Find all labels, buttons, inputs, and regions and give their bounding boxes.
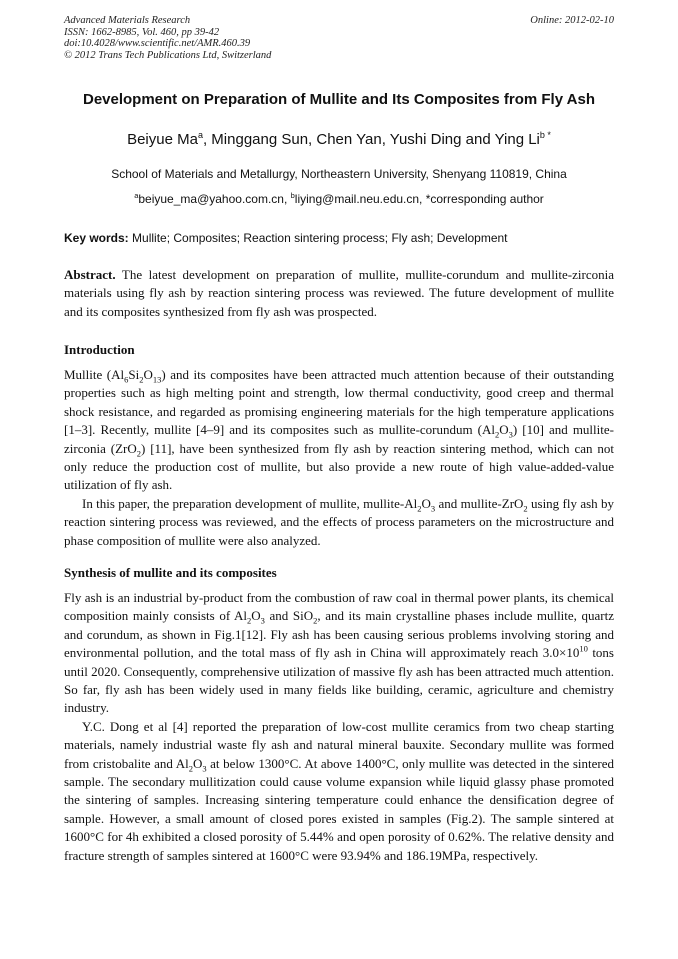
abstract-text: The latest development on preparation of mullite, mullite-corundum and mullite-zirconia materials using fly ash by reaction sintering process was reviewed. The future development of mullite and its composites synthesized from fly ash was prospected. [64, 267, 614, 319]
journal-meta [64, 15, 271, 61]
intro-paragraph-2: In this paper, the preparation development of mullite, mullite-$Al_2O_3$ and mullite-ZrO$_2$ using fly ash by reaction sintering process was reviewed, and the effects of process parameters on the microstructure and phase composition of mullite were also analyzed. [64, 495, 614, 548]
paper-title: Development on Preparation of Mullite and Its Composites from Fly Ash [82, 91, 595, 108]
abstract-label: Abstract. [64, 267, 116, 282]
section-heading-synthesis: Synthesis of mullite and its composites [64, 565, 277, 580]
journal-doi: doi:10.4028/www.scientific.net/AMR.460.39 [64, 38, 251, 49]
synthesis-paragraph-2: Y.C. Dong et al [4] reported the preparation of low-cost mullite ceramics from two cheap starting materials, namely industrial waste fly ash and natural mineral bauxite. Secondary mullite was formed from cristobalite and $Al_2O_3$ at below 1300°C. At above 1400°C, only mullite was detected in the sintered sample. The secondary mullitization could cause volume expansion while liquid glassy phase promoted the sintering of samples. Increasing sintering temperature could enhance the densification degree of sample. However, a small amount of closed pores existed in samples (Fig.2). The sample sintered at 1600°C for 4h exhibited a closed porosity of 5.44% and open porosity of 0.62%. The relative density and fracture strength of samples sintered at 1600°C were 93.94% and 186.19MPa, respectively. [64, 718, 614, 863]
author-last-sup: b * [539, 130, 551, 140]
synthesis-paragraph-1: Fly ash is an industrial by-product from the combustion of raw coal in thermal power plants, its chemical composition mainly consists of $Al_2O_3$ and SiO$_2$, and its main crystalline phases include mullite, quartz and corundum, as shown in Fig.1[12]. Fly ash has been causing serious problems involving storing and environmental pollution, and the total mass of fly ash in China will approximately reach $3.0\times 10^{10}$ tons until 2020. Consequently, comprehensive utilization of massive fly ash has been attracted much attention. So far, fly ash has been widely used in many fields like building, ceramic, agriculture and chemistry industry. [64, 590, 614, 716]
author-rest: , Minggang Sun, Chen Yan, Yushi Ding and Ying Li [202, 131, 540, 148]
email-b: liying@mail.neu.edu.cn, *corresponding author [294, 192, 544, 206]
abstract [64, 266, 614, 321]
journal-issn: ISSN: 1662-8985, Vol. 460, pp 39-42 [64, 26, 220, 38]
journal-copyright: © 2012 Trans Tech Publications Ltd, Switzerland [64, 49, 272, 61]
author-first-sup: a [197, 130, 203, 140]
author-emails [0, 192, 678, 206]
journal-name: Advanced Materials Research [64, 15, 191, 26]
keywords [64, 231, 508, 245]
online-date: Online: 2012-02-10 [530, 15, 614, 26]
email-a-sup: a [134, 191, 139, 200]
author-list [0, 131, 678, 148]
keywords-label: Key words: [64, 231, 129, 245]
intro-paragraph-1: Mullite $(Al_6Si_2O_{13})$ and its composites have been attracted much attention because of their outstanding properties such as high melting point and strength, low thermal conductivity, good creep and thermal shock resistance, and regarded as promising engineering materials for the high temperature applications [1–3]. Recently, mullite [4–9] and its composites such as mullite-corundum $(Al_2O_3)$ [10] and mullite-zirconia (ZrO$_2$) [11], have been synthesized from fly ash by reaction sintering method, which can not only reduce the production cost of mullite, but also provide a new route of high value-added-value utilization of fly ash. [64, 367, 614, 493]
affiliation: School of Materials and Metallurgy, Northeastern University, Shenyang 110819, China [111, 167, 567, 181]
section-heading-introduction: Introduction [64, 342, 135, 357]
email-b-sup: b [290, 191, 295, 200]
synthesis-body [64, 589, 614, 865]
author-first: Beiyue Ma [127, 131, 198, 148]
email-a: beiyue_ma@yahoo.com.cn, [138, 192, 291, 206]
keywords-text: Mullite; Composites; Reaction sintering process; Fly ash; Development [128, 231, 508, 245]
introduction-body [64, 366, 614, 550]
